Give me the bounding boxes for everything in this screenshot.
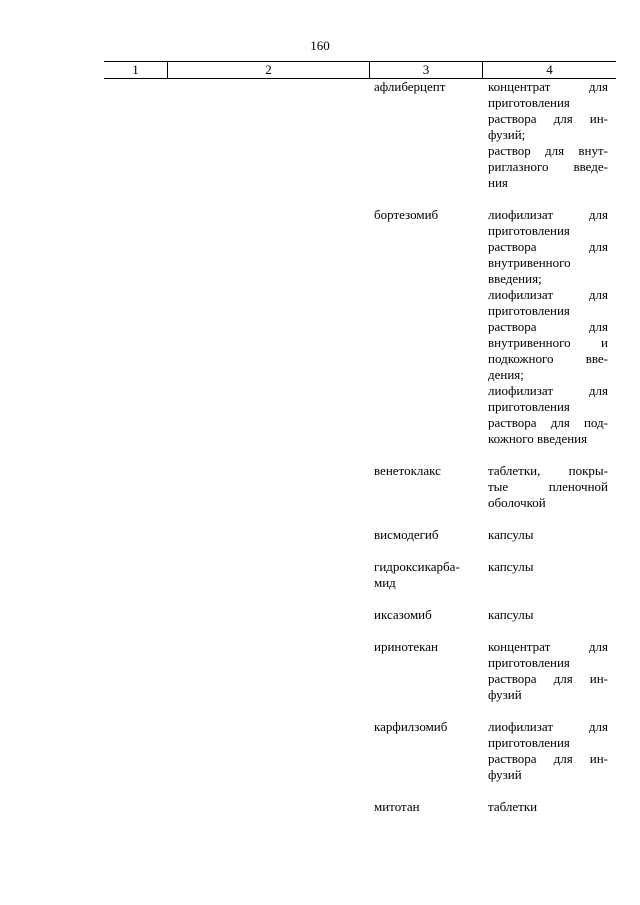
table-row — [374, 639, 608, 703]
dosage-form-line: дения; — [488, 367, 524, 382]
dosage-form-line: капсулы — [488, 607, 534, 622]
dosage-form-line: раствора для ин- — [488, 751, 608, 766]
drug-name-cell — [374, 527, 488, 543]
drug-name-cell — [374, 639, 488, 703]
drug-name-cell — [374, 207, 488, 447]
drug-name-line: карфилзомиб — [374, 719, 448, 734]
table-row — [374, 527, 608, 543]
drug-name-line: бортезомиб — [374, 207, 439, 222]
drug-name-cell — [374, 799, 488, 815]
column-header-4: 4 — [546, 62, 553, 77]
dosage-form-line: приготовления — [488, 303, 570, 318]
drug-name-line: иринотекан — [374, 639, 438, 654]
table-row — [374, 719, 608, 783]
dosage-form-line: раствора для — [488, 319, 608, 334]
page-number: 160 — [310, 38, 330, 53]
drug-name-cell — [374, 719, 488, 783]
drug-name-line: мид — [374, 575, 396, 590]
dosage-form-line: лиофилизат для — [488, 383, 608, 398]
drug-name-line: венетоклакс — [374, 463, 441, 478]
drug-name-cell — [374, 79, 488, 191]
dosage-form-line: приготовления — [488, 95, 570, 110]
dosage-form-line: внутривенного и — [488, 335, 608, 350]
dosage-form-line: риглазного введе- — [488, 159, 608, 174]
dosage-form-line: фузий — [488, 687, 522, 702]
table-row — [374, 799, 608, 815]
dosage-form-line: тые пленочной — [488, 479, 608, 494]
table-row — [374, 463, 608, 511]
dosage-form-line: введения; — [488, 271, 542, 286]
dosage-form-line: лиофилизат для — [488, 287, 608, 302]
drug-name-line: митотан — [374, 799, 420, 814]
dosage-form-line: лиофилизат для — [488, 207, 608, 222]
dosage-form-line: капсулы — [488, 559, 534, 574]
dosage-form-line: раствора для ин- — [488, 671, 608, 686]
dosage-form-cell — [488, 207, 608, 447]
dosage-form-cell — [488, 463, 608, 511]
drug-table-body — [374, 79, 608, 831]
drug-name-line: иксазомиб — [374, 607, 432, 622]
table-row — [374, 559, 608, 591]
table-row — [374, 607, 608, 623]
dosage-form-line: подкожного вве- — [488, 351, 608, 366]
dosage-form-line: кожного введения — [488, 431, 588, 446]
dosage-form-cell — [488, 799, 608, 815]
dosage-form-line: фузий — [488, 767, 522, 782]
dosage-form-line: раствора для — [488, 239, 608, 254]
dosage-form-line: концентрат для — [488, 79, 608, 94]
dosage-form-line: таблетки — [488, 799, 538, 814]
drug-name-line: гидроксикарба- — [374, 559, 460, 574]
drug-name-line: афлиберцепт — [374, 79, 446, 94]
dosage-form-line: оболочкой — [488, 495, 546, 510]
dosage-form-cell — [488, 79, 608, 191]
dosage-form-cell — [488, 527, 608, 543]
dosage-form-line: ния — [488, 175, 508, 190]
dosage-form-line: капсулы — [488, 527, 534, 542]
dosage-form-line: раствора для ин- — [488, 111, 608, 126]
table-row — [374, 79, 608, 191]
dosage-form-line: приготовления — [488, 399, 570, 414]
drug-name-line: висмодегиб — [374, 527, 439, 542]
column-header-1: 1 — [104, 62, 168, 78]
dosage-form-cell — [488, 607, 608, 623]
dosage-form-line: фузий; — [488, 127, 526, 142]
dosage-form-cell — [488, 559, 608, 591]
column-header-2: 2 — [168, 62, 370, 78]
drug-name-cell — [374, 559, 488, 591]
dosage-form-line: приготовления — [488, 223, 570, 238]
dosage-form-line: приготовления — [488, 735, 570, 750]
dosage-form-line: раствор для внут- — [488, 143, 608, 158]
column-header-3: 3 — [370, 62, 483, 78]
dosage-form-line: раствора для под- — [488, 415, 608, 430]
drug-name-cell — [374, 463, 488, 511]
dosage-form-line: таблетки, покры- — [488, 463, 608, 478]
dosage-form-cell — [488, 639, 608, 703]
dosage-form-line: внутривенного — [488, 255, 571, 270]
dosage-form-line: концентрат для — [488, 639, 608, 654]
dosage-form-line: лиофилизат для — [488, 719, 608, 734]
drug-name-cell — [374, 607, 488, 623]
dosage-form-line: приготовления — [488, 655, 570, 670]
table-row — [374, 207, 608, 447]
table-header-row — [104, 61, 616, 79]
dosage-form-cell — [488, 719, 608, 783]
